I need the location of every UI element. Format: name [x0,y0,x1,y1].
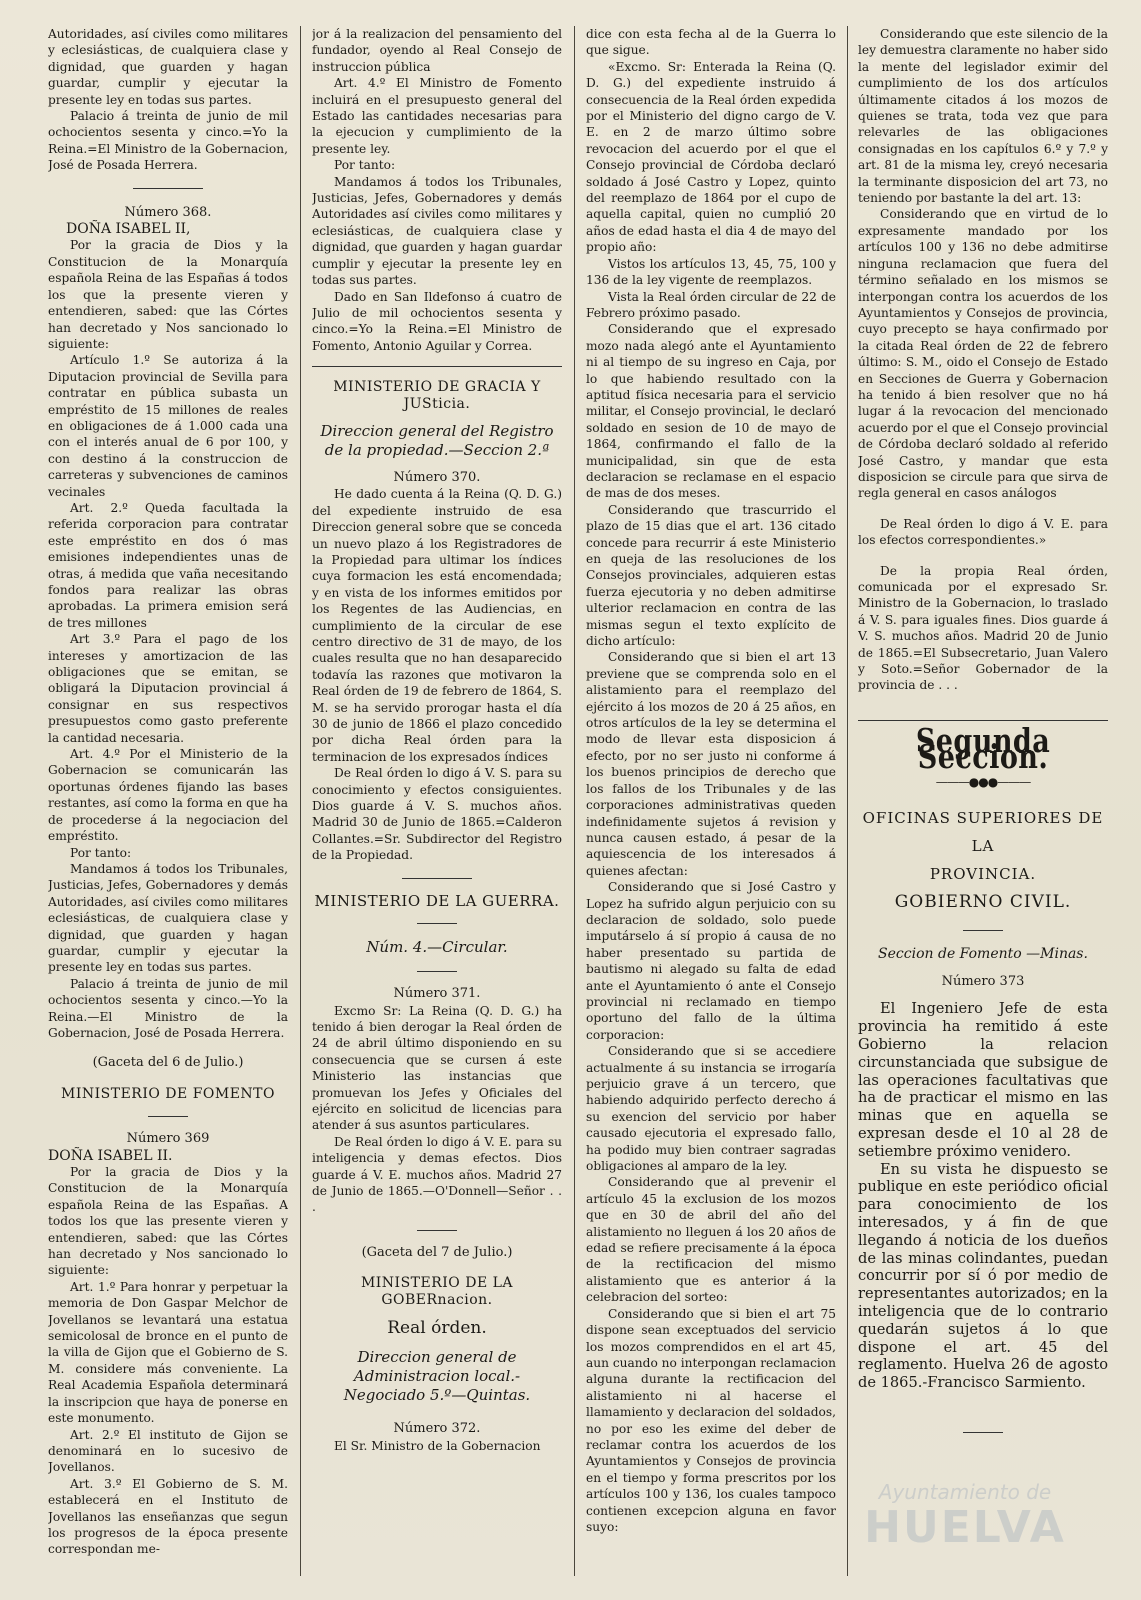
paragraph: Por la gracia de Dios y la Constitucion de la Monarquía española Reina de las Españas. A todos los que las presente vieren y entendieren, sabed: que las Córtes han decretado y Nos sancionado lo siguiente: [48,1165,288,1278]
paragraph: Por tanto: [70,845,132,860]
decree-heading: DOÑA ISABEL II, [66,221,191,238]
decree-number: Número 369 [126,1131,210,1147]
paragraph: Art. 2.º Queda facultada la referida corporacion para contratar este empréstito en dos ó mas emisiones independientes unas de otras, á medida que vaña necesitando fondos para realizar las obras aprobadas. La primera emision será de tres millones [48,500,288,630]
separator [133,188,203,189]
column-divider [847,26,848,1576]
paragraph: Dado en San Ildefonso á cuatro de Julio de mil ochocientos sesenta y cinco.=Yo la Reina.=El Ministro de Fomento, Antonio Aguilar y Correa. [312,289,562,353]
paragraph: De Real órden lo digo á V. E. para su inteligencia y demas efectos. Dios guarde á V. E. muchos años. Madrid 27 de Junio de 1865.—O'Donnell—Señor . . . [312,1134,562,1215]
paragraph: Considerando que trascurrido el plazo de 15 dias que el art. 136 citado concede para recurrir á este Ministerio en queja de las resoluciones de los Consejos provinciales, adquieren estas fuerza ejecutoria y no deben admitirse ulterior reclamacion en contra de las mismas segun el texto explícito de dicho artículo: [586,502,836,649]
paragraph: Considerando que si se accediere actualmente á su instancia se irrogaría perjuicio grave á un tercero, que habiendo adquirido perfecto derecho á su exencion del servicio por haber causado ejecutoria el expresado fallo, ha podido muy bien contraer sagradas obligaciones al amparo de la ley. [586,1044,836,1174]
watermark-label: Ayuntamiento de [878,1480,1052,1504]
paragraph: De la propia Real órden, comunicada por el expresado Sr. Ministro de la Gobernacion, lo traslado á V. S. para iguales fines. Dios guarde á V. S. muchos años. Madrid 20 de Junio de 1865.=El Subsecretario, Juan Valero y Soto.=Señor Gobernador de la provincia de . . . [858,563,1108,693]
paragraph: Considerando que si José Castro y Lopez ha sufrido algun perjuicio con su declaracion de soldado, solo puede imputárselo á sí propio á causa de no haber presentado su partida de bautismo ni alegado su falta de edad ante el Ayuntamiento ó ante el Consejo provincial ni reclamado en tiempo oportuno del fallo de la última corporacion: [586,880,836,1042]
section-subheading: Real órden. [387,1318,487,1338]
separator [963,1432,1003,1433]
decree-number: Número 371. [393,986,481,1002]
column-divider [300,26,301,1576]
paragraph: Palacio á treinta de junio de mil ochocientos sesenta y cinco.=Yo la Reina.=El Ministro de la Gobernacion, José de Posada Herrera. [48,109,288,173]
paragraph: «Excmo. Sr: Enterada la Reina (Q. D. G.) del expediente instruido á consecuencia de la Real órden expedida por el Ministerio del digno cargo de V. E. en 2 de marzo último sobre revocacion del acuerdo por el que el Consejo provincial de Córdoba declaró soldado á José Castro y Lopez, quinto del reemplazo de 1864 por el cupo de aquella capital, quien no cumplió 20 años de edad hasta el dia 4 de mayo del propio año: [586,59,836,255]
paragraph: Excmo Sr: La Reina (Q. D. G.) ha tenido á bien derogar la Real órden de 24 de abril último disponiendo en su consecuencia que se cursen á este Ministerio las instancias que promuevan los Jefes y Oficiales del ejército en solicitud de licencias para atender á sus asuntos particulares. [312,1003,562,1133]
gaceta-reference: (Gaceta del 6 de Julio.) [92,1055,244,1071]
column-divider [574,26,575,1576]
column-4 [858,26,1108,1586]
decree-number: Número 368. [124,204,212,220]
office-heading: PROVINCIA. [929,865,1037,884]
decree-heading: DOÑA ISABEL II. [48,1147,173,1164]
decree-number: Número 373 [941,974,1025,990]
section-subheading: Direccion general del Registro de la propiedad.—Seccion 2.ª [320,421,554,459]
paragraph: Considerando que al prevenir el artículo 45 la exclusion de los mozos que en 30 de abril del año del alistamiento no lleguen á los 20 años de edad se refiere precisamente á la época de la rectificacion del mismo alistamiento que es anterior á la celebracion del sorteo: [586,1175,836,1305]
watermark-logo-text: HUELVA [864,1502,1066,1553]
paragraph: De Real órden lo digo á V. E. para los efectos correspondientes.» [858,516,1108,548]
ministry-heading: MINISTERIO DE LA GOBERnacion. [360,1275,514,1308]
paragraph: Palacio á treinta de junio de mil ochocientos sesenta y cinco.—Yo la Reina.—El Ministro de la Gobernacion, José de Posada Herrera. [48,976,288,1040]
paragraph: Considerando que el expresado mozo nada alegó ante el Ayuntamiento ni al tiempo de su ingreso en Caja, por lo que habiendo resultado con la aptitud física necesaria para el servicio militar, el Consejo provincial, le declaró soldado en sesion de 10 de mayo de 1864, confirmando el fallo de la municipalidad, sin que de esta declaracion se reclamase en el espacio de mas de dos meses. [586,322,836,501]
paragraph: En su vista he dispuesto se publique en este periódico oficial para conocimiento de los interesados, y á fin de que llegando á noticia de los dueños de las minas colindantes, puedan concurrir por sí ó por medio de representantes autorizados; en la inteligencia que de lo contrario quedarán sujetos á lo que dispone el art. 45 del reglamento. Huelva 26 de agosto de 1865.-Francisco Sarmiento. [858,1160,1108,1392]
section-title: Segunda Seccion. [915,720,1051,777]
gaceta-reference: (Gaceta del 7 de Julio.) [361,1244,513,1260]
ministry-heading: MINISTERIO DE GRACIA Y JUSticia. [333,379,541,412]
section-subheading: Núm. 4.—Circular. [366,938,508,957]
paragraph: Art. 4.º Por el Ministerio de la Gobernacion se comunicarán las oportunas órdenes fijando las bases restantes, así como la forma en que ha de procederse á la negociacion del empréstito. [48,747,288,844]
column-3 [586,26,836,1586]
paragraph: Considerando que si bien el art 13 previene que se comprenda solo en el alistamiento para el reemplazo del ejército á los mozos de 20 á 25 años, en otros artículos de la ley se determina el modo de llevar esta disposicion á efecto, por no ser justo ni conforme á los buenos principios de derecho que los fallos de los Tribunales y de las corporaciones administrativas queden indefinidamente sujetos á revision y nunca causen estado, á pesar de la aquiescencia de los interesados á quienes afectan: [586,650,836,878]
separator [417,971,457,972]
separator [312,366,562,367]
paragraph: Art 3.º Para el pago de los intereses y amortizacion de las obligaciones que se emitan, se obligará la Diputacion provincial á consignar en sus respectivos presupuestos como gasto preferente la cantidad necesaria. [48,632,288,745]
column-1 [48,26,288,1586]
office-heading: OFICINAS SUPERIORES DE LA [862,809,1104,856]
paragraph: El Ingeniero Jefe de esta provincia ha remitido á este Gobierno la relacion circunstanciada que subsigue de las operaciones facultativas que ha de practicar el mismo en las minas que en aquella se expresan desde el 10 al 28 de setiembre próximo venidero. [858,1000,1108,1160]
section-subheading: Direccion general de Administracion local.- Negociado 5.º—Quintas. [343,1348,531,1405]
paragraph: Vistos los artículos 13, 45, 75, 100 y 136 de la ley vigente de reemplazos. [586,256,836,288]
paragraph: Autoridades, así civiles como militares y eclesiásticas, de cualquiera clase y dignidad, que guarden y hagan guardar, cumplir y ejecutar la presente ley en todas sus partes. [48,27,288,107]
paragraph: He dado cuenta á la Reina (Q. D. G.) del expediente instruido de esa Direccion general sobre que se conceda un nuevo plazo á los Registradores de la Propiedad para ultimar los índices cuya formacion les está encomendada; y en vista de los informes emitidos por los Regentes de las Audiencias, en cumplimiento de la circular de ese centro directivo de 31 de mayo, de los cuales resulta que no han desaparecido todavía las razones que motivaron la Real órden de 19 de febrero de 1864, S. M. se ha servido prorogar hasta el día 30 de junio de 1866 el plazo concedido por dicha Real órden para la terminacion de los expresados índices [312,487,562,764]
paragraph: Por tanto: [334,158,396,173]
decree-number: Número 370. [393,469,481,485]
separator [402,878,472,879]
paragraph: Considerando que si bien el art 75 dispone sean exceptuados del servicio los mozos comprendidos en el art 45, aun cuando no interpongan reclamacion alguna durante la rectificacion del alistamiento ni al hacerse el llamamiento y declaracion del soldados, no por eso les exime del deber de reclamar contra los acuerdos de los Ayuntamientos y Consejos de provincia en el tiempo y forma prescritos por los artículos 100 y 136, los cuales tampoco contienen excepcion alguna en favor suyo: [586,1306,836,1534]
paragraph: El Sr. Ministro de la Gobernacion [334,1438,541,1453]
separator [148,1116,188,1117]
paragraph: Vista la Real órden circular de 22 de Febrero próximo pasado. [586,289,836,320]
paragraph: dice con esta fecha al de la Guerra lo que sigue. [586,27,836,58]
paragraph: Considerando que este silencio de la ley demuestra claramente no haber sido la mente del legislador eximir del cumplimiento de los dos artículos últimamente citados á los mozos de quienes se trata, toda vez que para relevarles de las obligaciones consignadas en los capítulos 6.º y 7.º y art. 81 de la misma ley, creyó necesaria la terminante disposicion del art 73, no teniendo por bastante la del art. 13: [858,27,1108,206]
paragraph: Art. 3.º El Gobierno de S. M. establecerá en el Instituto de Jovellanos las enseñanzas que segun los progresos de la época presente correspondan me- [48,1476,288,1557]
separator [417,1230,457,1231]
section-subheading: Seccion de Fomento —Minas. [878,946,1088,963]
ornament-divider: ———●●●——— [935,774,1031,789]
paragraph: Artículo 1.º Se autoriza á la Diputacion provincial de Sevilla para contratar en pública subasta un empréstito de 15 millones de reales en obligaciones de á 1.000 cada una con el interés anual de 6 por 100, y con destino á la construccion de carreteras y subvenciones de caminos vecinales [48,353,288,499]
paragraph: Considerando que en virtud de lo expresamente mandado por los artículos 100 y 136 no debe admitirse ninguna reclamacion que fuera del término señalado en los mismos se interpongan contra los acuerdos de los Ayuntamientos y Consejos de provincia, cuyo precepto se haya confirmado por la citada Real órden de 22 de febrero último: S. M., oido el Consejo de Estado en Secciones de Guerra y Gobernacion ha tenido á bien resolver que no há lugar á la revocacion del mencionado acuerdo por el que el Consejo provincial de Córdoba declaró soldado al referido José Castro, y mandar que esta disposicion se circule para que sirva de regla general en casos análogos [858,207,1108,501]
decree-number: Número 372. [393,1421,481,1437]
column-2 [312,26,562,1586]
ministry-heading: MINISTERIO DE FOMENTO [61,1085,275,1102]
paragraph: Art. 4.º El Ministro de Fomento incluirá en el presupuesto general del Estado las cantidades necesarias para la ejecucion y cumplimiento de la presente ley. [312,76,562,156]
paragraph: Por la gracia de Dios y la Constitucion de la Monarquía española Reina de las Españas á todos los que la presente vieren y entendieren, sabed: que las Córtes han decretado y Nos sancionado lo siguiente: [48,238,288,351]
paragraph: Art. 2.º El instituto de Gijon se denominará en lo sucesivo de Jovellanos. [48,1427,288,1475]
office-heading: GOBIERNO CIVIL. [894,892,1072,913]
ministry-heading: MINISTERIO DE LA GUERRA. [314,891,560,910]
paragraph: Mandamos á todos los Tribunales, Justicias, Jefes, Gobernadores y demás Autoridades así civiles como militares y eclesiásticas, de cualquiera clase y dignidad, que guarden y hagan guardar cumplir y ejecutar la presente ley en todas sus partes. [312,174,562,288]
paragraph: Mandamos á todos los Tribunales, Justicias, Jefes, Gobernadores y demás Autoridades, así civiles como militares eclesiásticas, de cualquiera clase y dignidad, que guarden y hagan guardar, cumplir y ejecutar la presente ley en todas sus partes. [48,861,288,975]
separator [417,923,457,924]
separator [963,930,1003,931]
paragraph: Art. 1.º Para honrar y perpetuar la memoria de Don Gaspar Melchor de Jovellanos se levantará una estatua semicolosal de bronce en el punto de la villa de Gijon que el Gobierno de S. M. considere más conveniente. La Real Academia Española determinará la inscripcion que haya de ponerse en este monumento. [48,1279,288,1426]
paragraph: De Real órden lo digo á V. S. para su conocimiento y efectos consiguientes. Dios guarde á V. S. muchos años. Madrid 30 de Junio de 1865.=Calderon Collantes.=Sr. Subdirector del Registro de la Propiedad. [312,766,562,863]
archive-watermark [845,1480,1085,1580]
paragraph: jor á la realizacion del pensamiento del fundador, oyendo al Real Consejo de instruccion pública [312,27,562,74]
